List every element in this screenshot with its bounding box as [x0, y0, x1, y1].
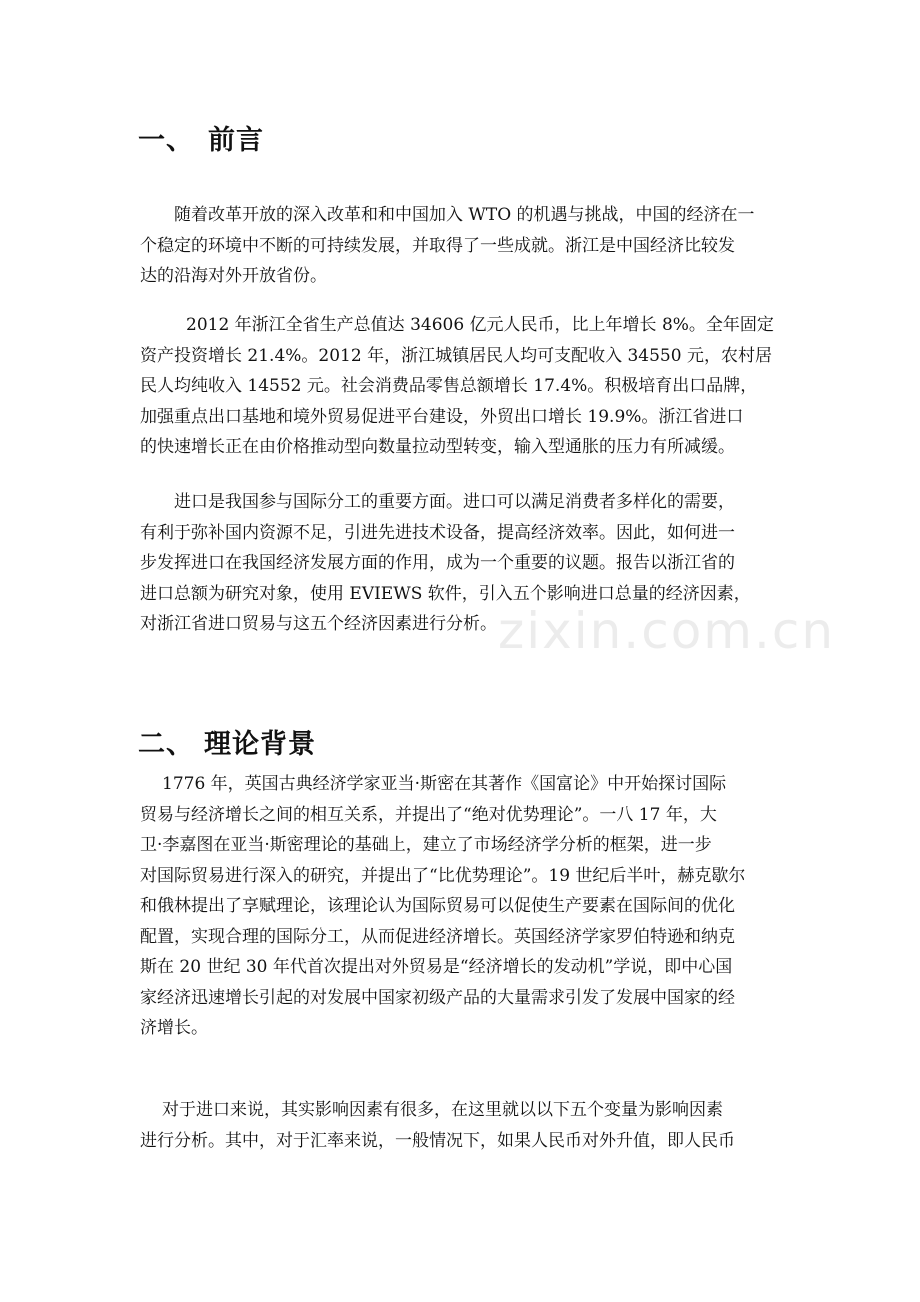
- paragraph: [140, 1095, 795, 1156]
- text-line: 济增长。: [140, 1018, 208, 1038]
- text-line: 资产投资增长 21.4%。2012 年，浙江城镇居民人均可支配收入 34550 元，农村居: [140, 345, 772, 366]
- text-line: 配置，实现合理的国际分工，从而促进经济增长。英国经济学家罗伯特逊和纳克: [140, 926, 735, 947]
- text-line: 民人均纯收入 14552 元。社会消费品零售总额增长 17.4%。积极培育出口品牌，: [140, 376, 758, 396]
- paragraph: [140, 769, 795, 1044]
- text-line: 有利于弥补国内资源不足，引进先进技术设备，提高经济效率。因此，如何进一: [140, 522, 735, 543]
- section-heading-preface: [138, 118, 264, 157]
- text-line: 进行分析。其中，对于汇率来说，一般情况下，如果人民币对外升值，即人民币: [140, 1130, 735, 1151]
- text-line: 进口是我国参与国际分工的重要方面。进口可以满足消费者多样化的需要，: [174, 492, 735, 512]
- text-line: 个稳定的环境中不断的可持续发展，并取得了一些成就。浙江是中国经济比较发: [140, 235, 735, 256]
- text-line: 1776 年，英国古典经济学家亚当·斯密在其著作《国富论》中开始探讨国际: [162, 774, 727, 794]
- text-line: 步发挥进口在我国经济发展方面的作用，成为一个重要的议题。报告以浙江省的: [140, 553, 735, 573]
- text-line: 斯在 20 世纪 30 年代首次提出对外贸易是“经济增长的发动机”学说，即中心国: [140, 957, 733, 977]
- text-line: 和俄林提出了享赋理论，该理论认为国际贸易可以促使生产要素在国际间的优化: [140, 896, 735, 916]
- text-line: 的快速增长正在由价格推动型向数量拉动型转变，输入型通胀的压力有所减缓。: [140, 437, 735, 457]
- text-line: 对国际贸易进行深入的研究，并提出了“比优势理论”。19 世纪后半叶，赫克歇尔: [140, 865, 746, 886]
- text-line: 对浙江省进口贸易与这五个经济因素进行分析。: [140, 614, 497, 634]
- text-line: 对于进口来说，其实影响因素有很多，在这里就以以下五个变量为影响因素: [162, 1100, 723, 1120]
- text-line: 进口总额为研究对象，使用 EVIEWS 软件，引入五个影响进口总量的经济因素，: [140, 583, 751, 604]
- text-line: 加强重点出口基地和境外贸易促进平台建设，外贸出口增长 19.9%。浙江省进口: [140, 406, 744, 427]
- text-line: 2012 年浙江全省生产总值达 34606 亿元人民币，比上年增长 8%。全年固定: [186, 315, 774, 335]
- text-line: 贸易与经济增长之间的相互关系，并提出了“绝对优势理论”。一八 17 年，大: [140, 804, 717, 825]
- paragraph: [140, 310, 795, 463]
- text-line: 随着改革开放的深入改革和和中国加入 WTO 的机遇与挑战，中国的经济在一: [174, 205, 755, 225]
- text-line: 家经济迅速增长引起的对发展中国家初级产品的大量需求引发了发展中国家的经: [140, 987, 735, 1008]
- text-line: 卫·李嘉图在亚当·斯密理论的基础上，建立了市场经济学分析的框架，进一步: [140, 835, 712, 855]
- section-title: 理论背景: [204, 729, 316, 760]
- section-title: 前言: [208, 125, 264, 156]
- section-number: 二、: [138, 729, 194, 760]
- watermark: zixin.com.cn: [498, 602, 836, 660]
- section-number: 一、: [138, 125, 194, 156]
- paragraph: [140, 200, 795, 292]
- section-heading-theory: [138, 722, 316, 761]
- text-line: 达的沿海对外开放省份。: [140, 266, 327, 286]
